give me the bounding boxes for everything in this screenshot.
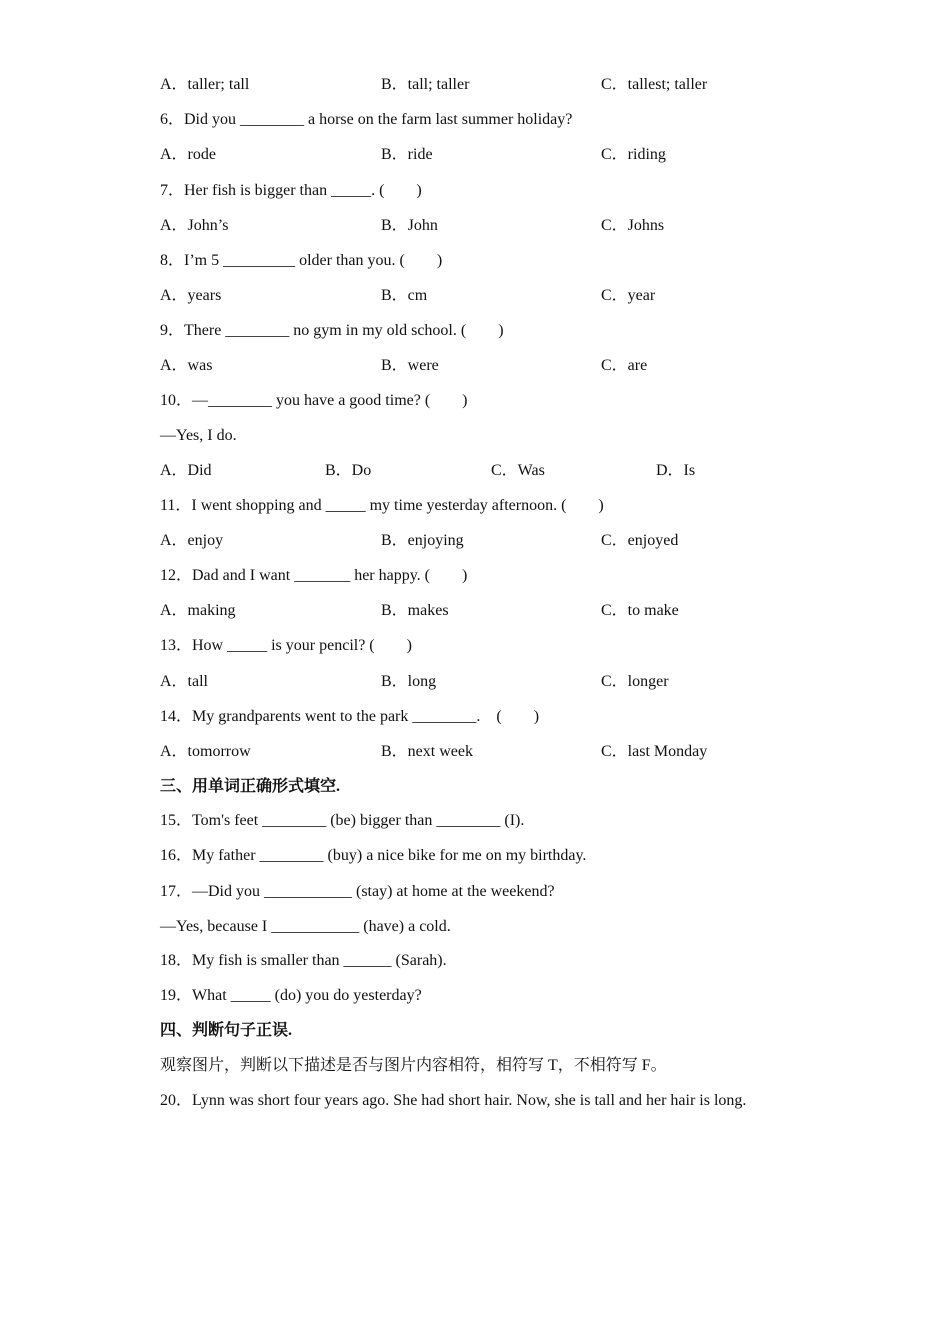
q6-stem: 6．Did you ________ a horse on the farm last summer holiday?: [160, 111, 573, 128]
section4-instruction: 观察图片，判断以下描述是否与图片内容相符，相符写 T，不相符写 F。: [160, 1057, 667, 1074]
q14-option-a: A．tomorrow: [160, 743, 251, 760]
q8-option-c: C．year: [601, 287, 656, 304]
q6-option-b: B．ride: [381, 146, 433, 163]
q17-stem: 17．—Did you ___________ (stay) at home at the weekend?: [160, 883, 555, 900]
q10-stem: 10．—________ you have a good time? ( ): [160, 392, 468, 409]
q8-stem: 8．I’m 5 _________ older than you. ( ): [160, 252, 443, 269]
q13-option-c: C．longer: [601, 673, 669, 690]
q18-stem: 18．My fish is smaller than ______ (Sarah).: [160, 952, 447, 969]
q5-option-b: B．tall; taller: [381, 76, 470, 93]
q7-option-c: C．Johns: [601, 217, 665, 234]
q14-option-b: B．next week: [381, 743, 473, 760]
section3-heading: 三、用单词正确形式填空.: [160, 778, 341, 795]
q13-option-a: A．tall: [160, 673, 208, 690]
q10-option-c: C．Was: [491, 462, 545, 479]
q11-stem: 11．I went shopping and _____ my time yesterday afternoon. ( ): [160, 497, 604, 514]
q15-stem: 15．Tom's feet ________ (be) bigger than ________ (I).: [160, 812, 525, 829]
q19-stem: 19．What _____ (do) you do yesterday?: [160, 987, 422, 1004]
q20-stem: 20．Lynn was short four years ago. She had short hair. Now, she is tall and her hair is long.: [160, 1092, 747, 1109]
q10-answer-line: —Yes, I do.: [160, 427, 237, 444]
q9-option-b: B．were: [381, 357, 439, 374]
q17-answer-line: —Yes, because I ___________ (have) a cold.: [160, 918, 451, 935]
q6-option-c: C．riding: [601, 146, 666, 163]
q8-option-a: A．years: [160, 287, 222, 304]
section4-heading: 四、判断句子正误.: [160, 1022, 293, 1039]
q16-stem: 16．My father ________ (buy) a nice bike for me on my birthday.: [160, 847, 587, 864]
q9-option-a: A．was: [160, 357, 213, 374]
q14-stem: 14．My grandparents went to the park ________. ( ): [160, 708, 540, 725]
q10-option-a: A．Did: [160, 462, 212, 479]
q10-option-b: B．Do: [325, 462, 372, 479]
q13-option-b: B．long: [381, 673, 437, 690]
q14-option-c: C．last Monday: [601, 743, 708, 760]
q5-option-a: A．taller; tall: [160, 76, 250, 93]
q12-option-b: B．makes: [381, 602, 449, 619]
q7-option-a: A．John’s: [160, 217, 229, 234]
q12-option-c: C．to make: [601, 602, 679, 619]
q11-option-b: B．enjoying: [381, 532, 464, 549]
q7-stem: 7．Her fish is bigger than _____. ( ): [160, 182, 422, 199]
q8-option-b: B．cm: [381, 287, 428, 304]
q7-option-b: B．John: [381, 217, 438, 234]
q11-option-a: A．enjoy: [160, 532, 224, 549]
q10-option-d: D．Is: [656, 462, 696, 479]
q9-stem: 9．There ________ no gym in my old school. ( ): [160, 322, 504, 339]
q12-stem: 12．Dad and I want _______ her happy. ( ): [160, 567, 468, 584]
q12-option-a: A．making: [160, 602, 236, 619]
q13-stem: 13．How _____ is your pencil? ( ): [160, 637, 412, 654]
q6-option-a: A．rode: [160, 146, 216, 163]
q9-option-c: C．are: [601, 357, 648, 374]
q11-option-c: C．enjoyed: [601, 532, 679, 549]
q5-option-c: C．tallest; taller: [601, 76, 708, 93]
